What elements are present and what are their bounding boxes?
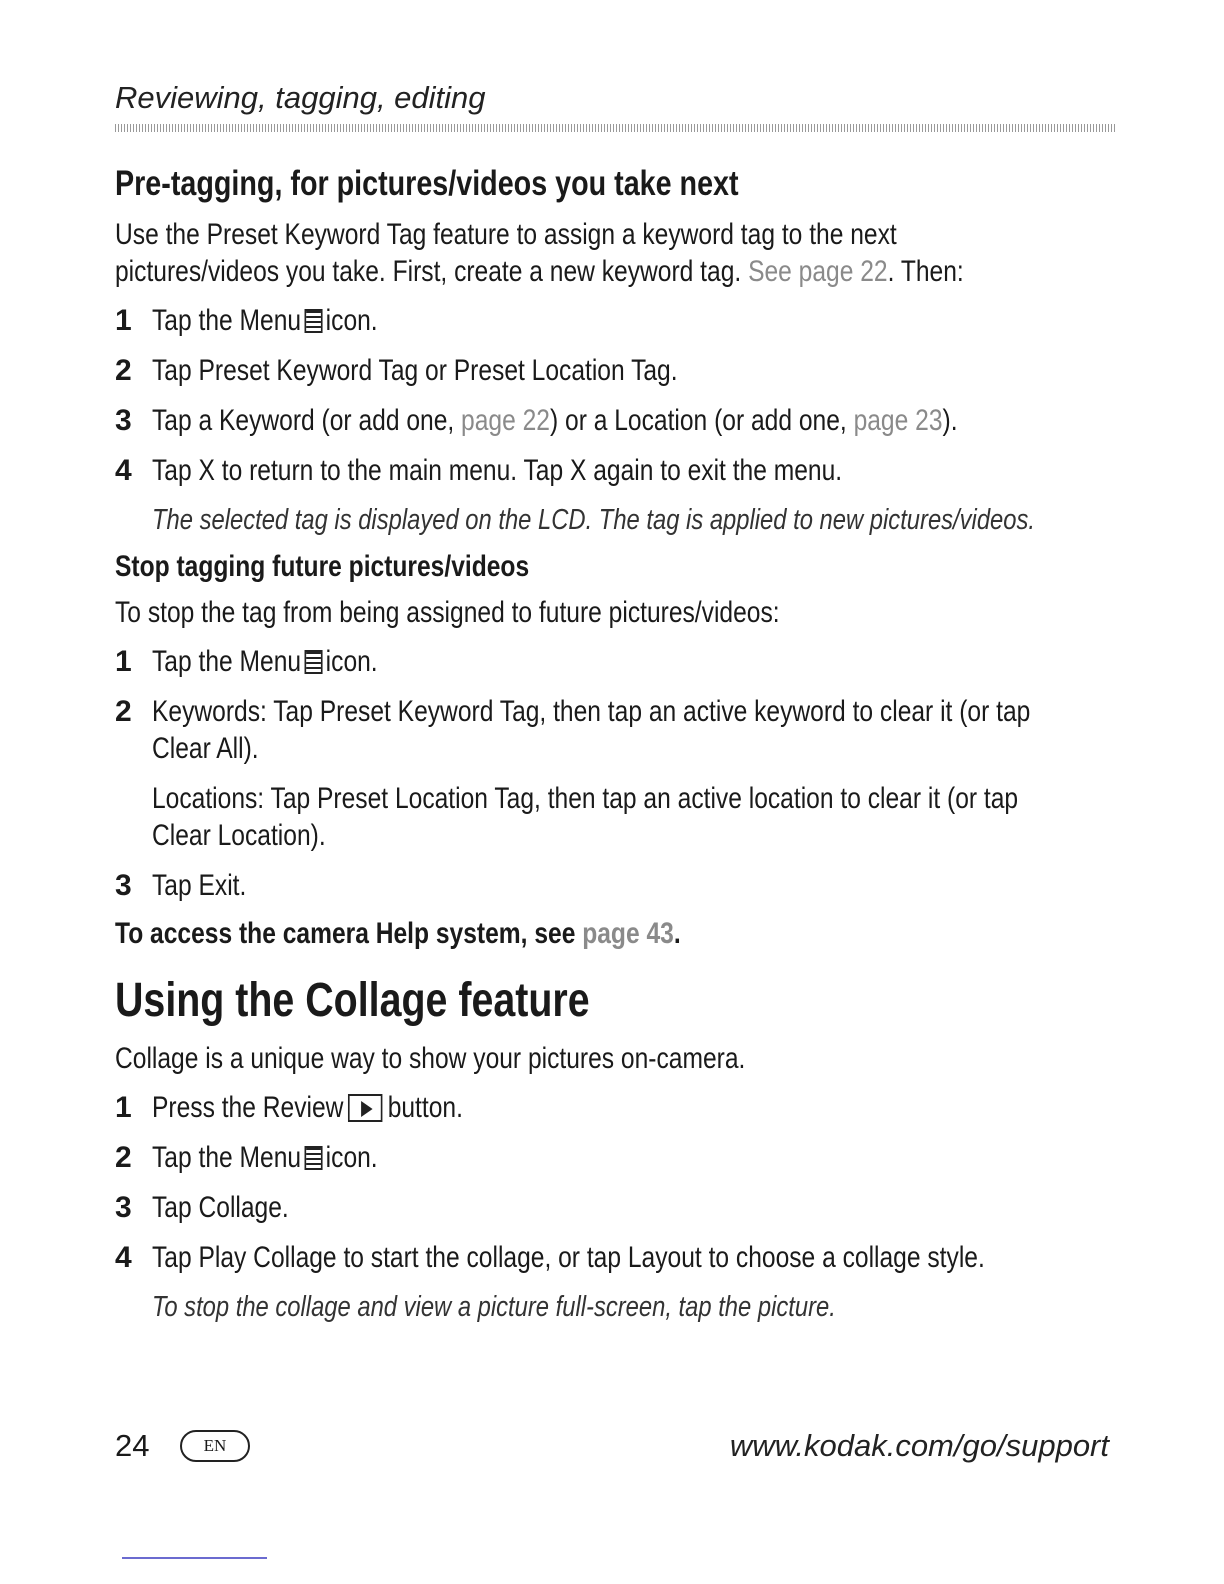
list-item: 2 Tap Preset Keyword Tag or Preset Location Tag. [115, 354, 678, 387]
collage-intro: Collage is a unique way to show your pictures on-camera. [115, 1042, 746, 1075]
page-number: 24 [115, 1428, 150, 1463]
pretag-steps [115, 302, 1117, 489]
list-item: 1 Press the Review button. [115, 1091, 463, 1124]
bottom-divider [122, 1557, 267, 1559]
link-page-43[interactable]: page 43 [582, 917, 674, 950]
menu-icon [304, 309, 322, 333]
locations-paragraph: Locations: Tap Preset Location Tag, then tap an active location to clear it (or tap Clear Location). [152, 782, 1019, 852]
support-url[interactable]: www.kodak.com/go/support [729, 1428, 1109, 1463]
pretag-note: The selected tag is displayed on the LCD. The tag is applied to new pictures/videos. [152, 504, 1036, 536]
review-play-icon [348, 1094, 382, 1122]
list-item: 4 Tap X to return to the main menu. Tap X again to exit the menu. [115, 454, 843, 487]
stop-heading: Stop tagging future pictures/videos [115, 550, 530, 583]
stop-intro: To stop the tag from being assigned to future pictures/videos: [115, 596, 780, 629]
link-see-page-22[interactable]: See page 22 [748, 255, 888, 288]
menu-icon [304, 650, 322, 674]
list-item: 2 Tap the Menu icon. [115, 1141, 378, 1174]
stop-steps [115, 643, 1117, 904]
collage-note: To stop the collage and view a picture full-screen, tap the picture. [152, 1291, 836, 1323]
header-rule [115, 124, 1117, 132]
language-badge: EN [180, 1430, 250, 1462]
link-page-22[interactable]: page 22 [461, 404, 550, 437]
list-item: 1 Tap the Menu icon. [115, 304, 378, 337]
collage-heading: Using the Collage feature [115, 974, 590, 1027]
pretag-heading: Pre-tagging, for pictures/videos you take next [115, 164, 739, 203]
page-content [115, 164, 1117, 1337]
pretag-intro: Use the Preset Keyword Tag feature to assign a keyword tag to the next pictures/videos you take. First, create a new keyword tag. See page 22. Then: [115, 218, 964, 288]
section-header: Reviewing, tagging, editing [115, 80, 486, 115]
list-item: 2 Keywords: Tap Preset Keyword Tag, then tap an active keyword to clear it (or tap Clear All). [115, 695, 1031, 765]
menu-icon [304, 1146, 322, 1170]
collage-steps [115, 1089, 1117, 1276]
list-item: 3 Tap a Keyword (or add one, page 22) or a Location (or add one, page 23). [115, 404, 958, 437]
list-item: 4 Tap Play Collage to start the collage, or tap Layout to choose a collage style. [115, 1241, 985, 1274]
list-item: 3 Tap Exit. [115, 869, 247, 902]
list-item: 3 Tap Collage. [115, 1191, 289, 1224]
help-reference: To access the camera Help system, see page 43. [115, 917, 681, 950]
link-page-23[interactable]: page 23 [853, 404, 943, 437]
list-item: 1 Tap the Menu icon. [115, 645, 378, 678]
